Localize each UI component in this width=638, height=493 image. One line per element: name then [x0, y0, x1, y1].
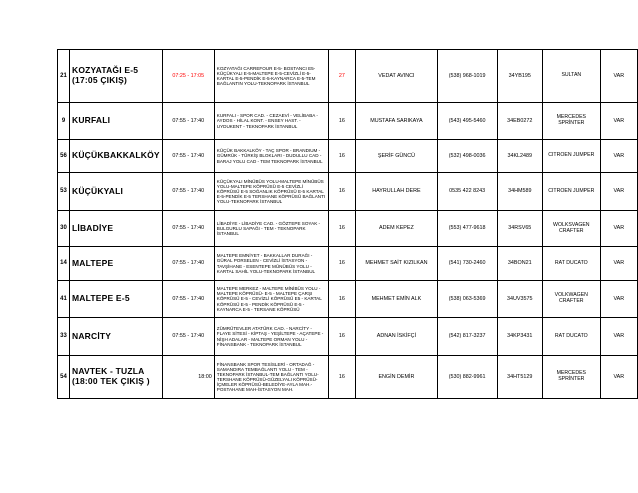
driver-name: ADEM KEPEZ [356, 211, 438, 247]
availability-status: VAR [600, 211, 637, 247]
table-row [58, 140, 638, 173]
vehicle-plate: 34YB195 [497, 50, 543, 103]
route-stops: KÜÇÜK BAKKALKÖY - TAÇ SPOR - BRANDIUM - GÜMRÜK - TÜRKİŞ BLOKLARI - DUDULLU CAD - BARAJ YOLU CAD - TEM TEKNOPARK İSTANBUL [214, 140, 328, 173]
vehicle-plate: 34HT5129 [497, 356, 543, 399]
vehicle-plate: 34EB0272 [497, 103, 543, 140]
route-stops: KURFALI - SPOR CAD. - CEZAEVİ - VELİBABA - AYDOS - HİLAL KONT. - ENSEY HAST. - UYDUKENT - TEKNOPARK İSTANBUL [214, 103, 328, 140]
vehicle-capacity: 16 [328, 173, 356, 211]
driver-name: MEHMET SAİT KIZILKAN [356, 247, 438, 281]
table-row [58, 173, 638, 211]
shift-time: 07:55 - 17:40 [162, 173, 214, 211]
vehicle-capacity: 16 [328, 247, 356, 281]
availability-status: VAR [600, 247, 637, 281]
driver-phone: (532) 498-0036 [437, 140, 497, 173]
route-name: KOZYATAĞI E-5 (17:05 ÇIKIŞ) [69, 50, 162, 103]
table-row [58, 281, 638, 318]
vehicle-plate: 34KP3431 [497, 318, 543, 356]
table-row [58, 211, 638, 247]
route-stops: LİBADİYE - LİBADİYE CAD. - GÖZTEPE SOYAK - BULGURLU SAPAĞI - TEM - TEKNOPARK İSTANBUL [214, 211, 328, 247]
availability-status: VAR [600, 50, 637, 103]
route-name: KURFALI [69, 103, 162, 140]
driver-phone: (538) 968-1019 [437, 50, 497, 103]
vehicle-model: SULTAN [543, 50, 601, 103]
table-row [58, 356, 638, 399]
vehicle-model: RAT DUCATO [543, 247, 601, 281]
table-row [58, 50, 638, 103]
driver-name: ENGİN DEMİR [356, 356, 438, 399]
route-name: MALTEPE E-5 [69, 281, 162, 318]
shift-time: 07:55 - 17:40 [162, 103, 214, 140]
shift-time: 18:00 [162, 356, 214, 399]
vehicle-capacity: 16 [328, 356, 356, 399]
availability-status: VAR [600, 173, 637, 211]
route-number: 41 [58, 281, 70, 318]
driver-phone: (541) 730-2460 [437, 247, 497, 281]
vehicle-model: CITROEN JUMPER [543, 173, 601, 211]
vehicle-model: VOLKWAGEN CRAFTER [543, 281, 601, 318]
vehicle-model: CITROEN JUMPER [543, 140, 601, 173]
driver-phone: (538) 063-5369 [437, 281, 497, 318]
service-routes-table [57, 49, 638, 399]
table-row [58, 103, 638, 140]
vehicle-model: MERCEDES SPRİNTER [543, 103, 601, 140]
vehicle-model: MERCEDES SPRİNTER [543, 356, 601, 399]
driver-phone: (542) 817-3237 [437, 318, 497, 356]
availability-status: VAR [600, 140, 637, 173]
route-stops: MALTEPE MERKEZ - MALTEPE MİNİBÜS YOLU - MALTEPE KÖPRÜSÜ- E-5 - MALTEPE ÇARŞI KÖPRÜSÜ E-5 - CEVİZLİ KÖPRÜSÜ E5 - KARTAL KÖPRÜSÜ E-5 - PENDİK KÖPRÜSÜ E-5 - KAYNARCA E-5 - TERSANE KÖPRÜSÜ [214, 281, 328, 318]
vehicle-capacity: 16 [328, 103, 356, 140]
driver-phone: 0535 422 8243 [437, 173, 497, 211]
shift-time: 07:55 - 17:40 [162, 211, 214, 247]
table-row [58, 247, 638, 281]
shift-time: 07:55 - 17:40 [162, 140, 214, 173]
driver-phone: (553) 477-9618 [437, 211, 497, 247]
driver-name: HAYRULLAH DERE [356, 173, 438, 211]
driver-name: ADNAN İSKİFÇİ [356, 318, 438, 356]
driver-name: VEDAT AVINCI [356, 50, 438, 103]
route-stops: FİNANSBANK SPOR TESİSLERİ - ORTADAĞ - SAMANDIRA TEMBAĞLANTI YOLU - TEM - TEKNOPARK İSTANBUL-TEM BAĞLANTI YOLU-TERSHANE KÖPRÜSÜ-GÜZELYALI KÖPRÜSÜ-İÇMELER KÖPRÜSÜ-BELEDİYE-AYLA MAH.-POSTAHANE MAH-İSTASYON MAH. [214, 356, 328, 399]
vehicle-capacity: 16 [328, 140, 356, 173]
route-stops: ZÜMRÜTEVLER ATATÜRK CAD. - NARCİTY - FLAYE SİTESİ - KİPTAŞ - YEŞİLTEPE - AÇATEPE - NİŞH ADALAR - MALTEPE ORMAN YOLU - FİNANSBANK - TEKNOPARK İSTANBUL [214, 318, 328, 356]
route-number: 9 [58, 103, 70, 140]
route-name: NAVTEK - TUZLA (18:00 TEK ÇIKIŞ ) [69, 356, 162, 399]
table-row [58, 318, 638, 356]
shift-time: 07:55 - 17:40 [162, 318, 214, 356]
availability-status: VAR [600, 318, 637, 356]
vehicle-model: RAT DUCATO [543, 318, 601, 356]
route-name: NARCİTY [69, 318, 162, 356]
vehicle-plate: 34UV3575 [497, 281, 543, 318]
route-number: 33 [58, 318, 70, 356]
shift-time: 07:55 - 17:40 [162, 281, 214, 318]
vehicle-plate: 34RSV65 [497, 211, 543, 247]
route-number: 21 [58, 50, 70, 103]
driver-name: MUSTAFA SARIKAYA [356, 103, 438, 140]
shift-time: 07:25 - 17:05 [162, 50, 214, 103]
vehicle-capacity: 27 [328, 50, 356, 103]
driver-phone: (530) 882-9961 [437, 356, 497, 399]
vehicle-plate: 34HM589 [497, 173, 543, 211]
route-name: MALTEPE [69, 247, 162, 281]
vehicle-plate: 34BON21 [497, 247, 543, 281]
availability-status: VAR [600, 356, 637, 399]
route-stops: MALTEPE EMNİYET - BAKKALLAR DURAĞI - GÜRAL PORSELEN - CEVİZLİ İSTASYON - TAVŞİHANE - ESENTEPE MÜNÜBÜS YOLU - KARTAL SAHİL YOLU-TEKNOPARK İSTANBUL [214, 247, 328, 281]
route-number: 30 [58, 211, 70, 247]
vehicle-capacity: 16 [328, 211, 356, 247]
driver-name: ŞERİF GÜNCÜ [356, 140, 438, 173]
route-number: 14 [58, 247, 70, 281]
route-number: 53 [58, 173, 70, 211]
vehicle-model: WOLKSVAGEN CRAFTER [543, 211, 601, 247]
availability-status: VAR [600, 281, 637, 318]
driver-name: MEHMET EMİN ALK [356, 281, 438, 318]
vehicle-capacity: 16 [328, 281, 356, 318]
route-number: 56 [58, 140, 70, 173]
route-name: KÜÇÜKBAKKALKÖY [69, 140, 162, 173]
route-number: 54 [58, 356, 70, 399]
route-stops: KÜÇÜKYALI MİNÜBÜS YOLU-MALTEPE MİNÜBÜS YOLU-MALTEPE KÖPRÜSÜ E-5 CEVİZLİ KÖPRÜSÜ E-5 SOĞANLIK KÖPRÜSÜ E-5 KARTAL E-5-PENDİK E-5 TERSHANE KÖPRÜSÜ BAĞLANTI YOLU-TEKNOPARK İSTANBUL [214, 173, 328, 211]
shift-time: 07:55 - 17:40 [162, 247, 214, 281]
driver-phone: (543) 495-5460 [437, 103, 497, 140]
route-name: KÜÇÜKYALI [69, 173, 162, 211]
route-name: LİBADİYE [69, 211, 162, 247]
availability-status: VAR [600, 103, 637, 140]
vehicle-plate: 34KL2489 [497, 140, 543, 173]
route-stops: KOZYATAĞI CARREFOUR E-5- BOSTANCI E5- KÜÇÜKYALI E-5-MALTEPE E-5-CEVİZLİ E-5-KARTAL E-5-PENDİK E-5-KAYNARCA E-5-TEM BAĞLANTIN YOLU-TEKNOPARK İSTANBUL [214, 50, 328, 103]
vehicle-capacity: 16 [328, 318, 356, 356]
